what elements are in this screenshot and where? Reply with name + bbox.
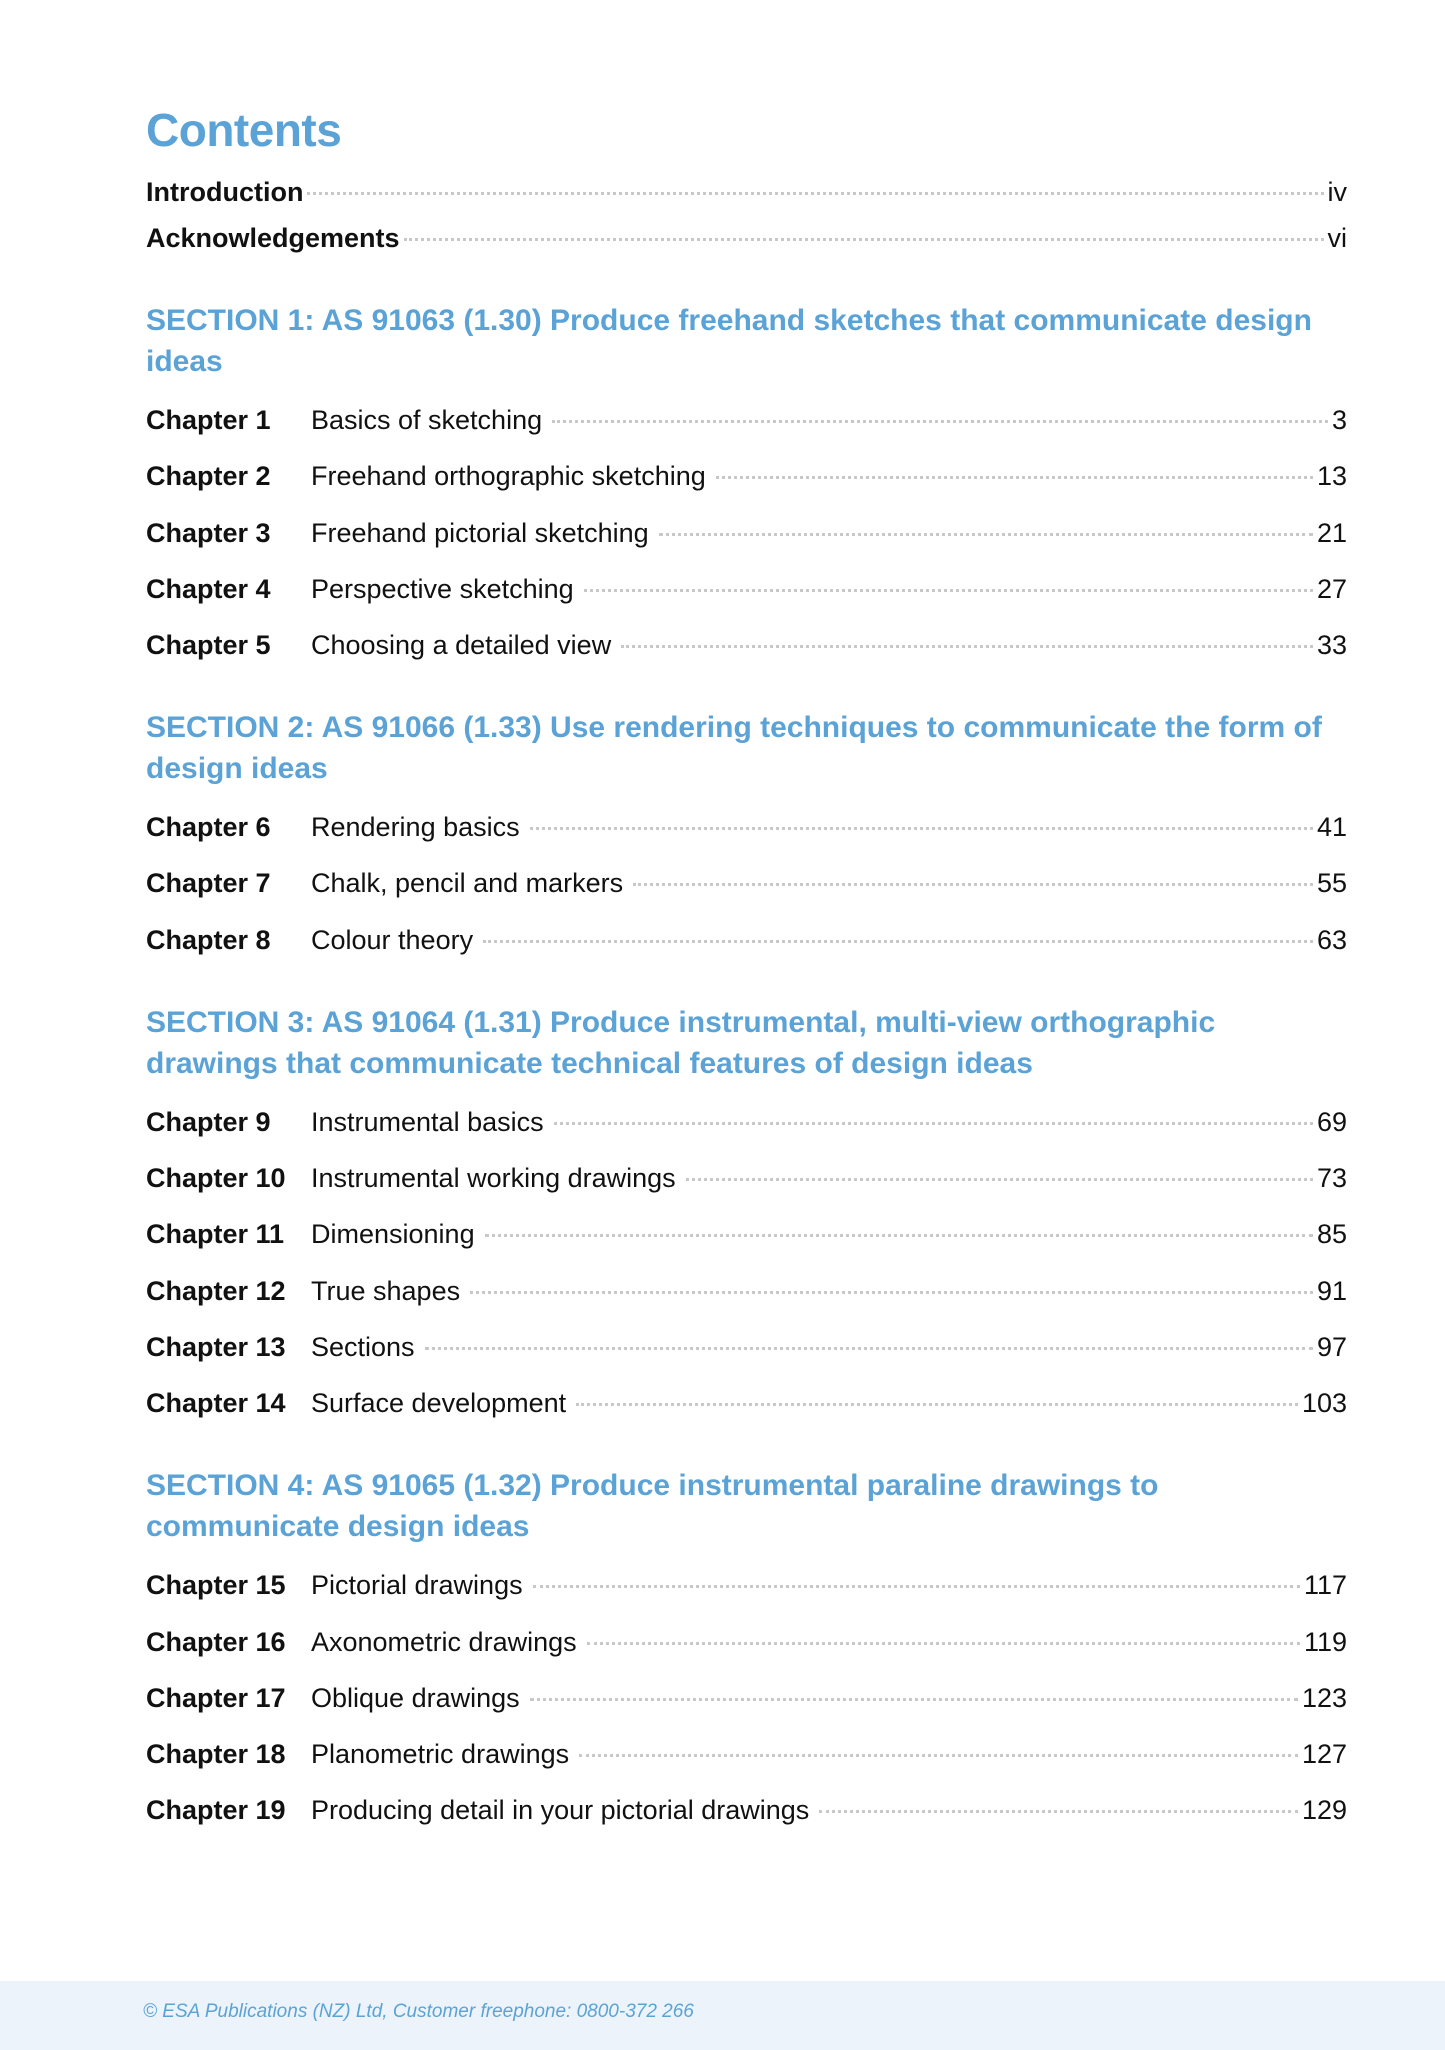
chapter-title: Oblique drawings	[311, 1682, 520, 1713]
page-number: 27	[1316, 573, 1347, 604]
dot-leader	[307, 192, 1323, 195]
dot-leader	[530, 1698, 1298, 1701]
dot-leader	[470, 1291, 1313, 1294]
page-number: 13	[1316, 461, 1347, 492]
chapter-entry[interactable]	[146, 1214, 1347, 1254]
chapter-entry[interactable]	[146, 513, 1347, 553]
toc-entry[interactable]	[146, 172, 1347, 212]
dot-leader	[716, 476, 1313, 479]
page-number: 85	[1316, 1219, 1347, 1250]
page-number: 119	[1303, 1626, 1347, 1657]
page-number: iv	[1327, 177, 1347, 207]
dot-leader	[584, 589, 1313, 592]
page-number: 129	[1301, 1795, 1347, 1826]
chapter-entry[interactable]	[146, 1271, 1347, 1311]
dot-leader	[485, 1234, 1313, 1237]
page-number: 63	[1316, 924, 1347, 955]
entry-label: Acknowledgements	[146, 223, 400, 253]
dot-leader	[533, 1585, 1300, 1588]
chapter-title: True shapes	[311, 1275, 461, 1306]
chapter-title: Perspective sketching	[311, 573, 574, 604]
section-heading: SECTION 3: AS 91064 (1.31) Produce instrumental, multi-view orthographic drawings that communicate technical features of design ideas	[146, 1005, 1216, 1080]
chapter-label: Chapter 9	[146, 1106, 271, 1137]
chapter-label: Chapter 14	[146, 1388, 286, 1419]
dot-leader	[483, 940, 1313, 943]
dot-leader	[552, 420, 1328, 423]
entry-label: Introduction	[146, 177, 304, 207]
footer	[0, 1981, 1445, 2050]
chapter-title: Sections	[311, 1331, 415, 1362]
dot-leader	[404, 238, 1324, 241]
chapter-title: Freehand orthographic sketching	[311, 461, 706, 492]
page-number: 21	[1316, 517, 1347, 548]
page-number: 69	[1316, 1106, 1347, 1137]
dot-leader	[554, 1122, 1313, 1125]
dot-leader	[530, 827, 1313, 830]
dot-leader	[579, 1754, 1298, 1757]
chapter-entry[interactable]	[146, 625, 1347, 665]
chapter-label: Chapter 1	[146, 405, 271, 435]
chapter-title: Instrumental working drawings	[311, 1163, 676, 1194]
chapter-label: Chapter 8	[146, 924, 271, 955]
chapter-entry[interactable]	[146, 400, 1347, 440]
chapter-title: Instrumental basics	[311, 1106, 544, 1137]
chapter-entry[interactable]	[146, 569, 1347, 609]
chapter-entry[interactable]	[146, 863, 1347, 903]
chapter-label: Chapter 7	[146, 868, 271, 899]
chapter-title: Dimensioning	[311, 1219, 475, 1250]
page-number: 55	[1316, 868, 1347, 899]
chapter-entry[interactable]	[146, 920, 1347, 960]
page-number: vi	[1327, 223, 1347, 253]
chapter-title: Freehand pictorial sketching	[311, 517, 649, 548]
chapter-label: Chapter 3	[146, 517, 271, 548]
chapter-title: Colour theory	[311, 924, 474, 955]
chapter-entry[interactable]	[146, 1734, 1347, 1774]
table-of-contents	[146, 172, 1347, 1847]
toc-entry[interactable]	[146, 218, 1347, 258]
chapter-entry[interactable]	[146, 1790, 1347, 1830]
dot-leader	[633, 883, 1313, 886]
chapter-title: Pictorial drawings	[311, 1570, 523, 1601]
chapter-title: Axonometric drawings	[311, 1626, 577, 1657]
chapter-entry[interactable]	[146, 1383, 1347, 1423]
chapter-label: Chapter 13	[146, 1331, 286, 1362]
page-number: 103	[1301, 1388, 1347, 1419]
chapter-entry[interactable]	[146, 1622, 1347, 1662]
chapter-label: Chapter 11	[146, 1219, 285, 1250]
chapter-title: Producing detail in your pictorial drawings	[311, 1795, 810, 1826]
chapter-label: Chapter 19	[146, 1795, 286, 1826]
chapter-entry[interactable]	[146, 1102, 1347, 1142]
page-number: 41	[1316, 812, 1347, 843]
chapter-title: Rendering basics	[311, 812, 520, 843]
section-heading: SECTION 1: AS 91063 (1.30) Produce freehand sketches that communicate design ideas	[146, 304, 1312, 378]
chapter-entry[interactable]	[146, 1565, 1347, 1605]
page-number: 117	[1303, 1570, 1347, 1601]
chapter-entry[interactable]	[146, 807, 1347, 847]
page-number: 33	[1316, 630, 1347, 661]
chapter-label: Chapter 2	[146, 461, 271, 492]
dot-leader	[425, 1347, 1313, 1350]
section-heading: SECTION 2: AS 91066 (1.33) Use rendering techniques to communicate the form of design ideas	[146, 711, 1322, 786]
chapter-title: Choosing a detailed view	[311, 630, 612, 661]
chapter-label: Chapter 4	[146, 573, 271, 604]
chapter-label: Chapter 18	[146, 1739, 286, 1770]
page-number: 123	[1301, 1682, 1347, 1713]
chapter-entry[interactable]	[146, 1327, 1347, 1367]
page-number: 73	[1316, 1163, 1347, 1194]
chapter-label: Chapter 6	[146, 812, 271, 843]
chapter-entry[interactable]	[146, 456, 1347, 496]
dot-leader	[621, 645, 1313, 648]
chapter-label: Chapter 17	[146, 1682, 286, 1713]
dot-leader	[576, 1403, 1298, 1406]
chapter-label: Chapter 5	[146, 630, 271, 661]
chapter-entry[interactable]	[146, 1678, 1347, 1718]
dot-leader	[659, 533, 1313, 536]
page-number: 127	[1301, 1739, 1347, 1770]
dot-leader	[819, 1810, 1298, 1813]
chapter-title: Planometric drawings	[311, 1739, 570, 1770]
page-number: 3	[1331, 405, 1347, 435]
chapter-label: Chapter 10	[146, 1163, 286, 1194]
chapter-title: Basics of sketching	[311, 405, 543, 435]
page-number: 91	[1316, 1275, 1347, 1306]
chapter-label: Chapter 16	[146, 1626, 286, 1657]
chapter-title: Chalk, pencil and markers	[311, 868, 624, 899]
section-heading: SECTION 4: AS 91065 (1.32) Produce instrumental paraline drawings to communicate design ideas	[146, 1469, 1159, 1544]
chapter-label: Chapter 12	[146, 1275, 286, 1306]
dot-leader	[587, 1642, 1300, 1645]
dot-leader	[686, 1178, 1313, 1181]
chapter-label: Chapter 15	[146, 1570, 286, 1601]
chapter-title: Surface development	[311, 1388, 567, 1419]
footer-text: © ESA Publications (NZ) Ltd, Customer freephone: 0800-372 266	[143, 2001, 694, 2022]
chapter-entry[interactable]	[146, 1158, 1347, 1198]
page-number: 97	[1316, 1331, 1347, 1362]
page-title: Contents	[146, 104, 342, 156]
